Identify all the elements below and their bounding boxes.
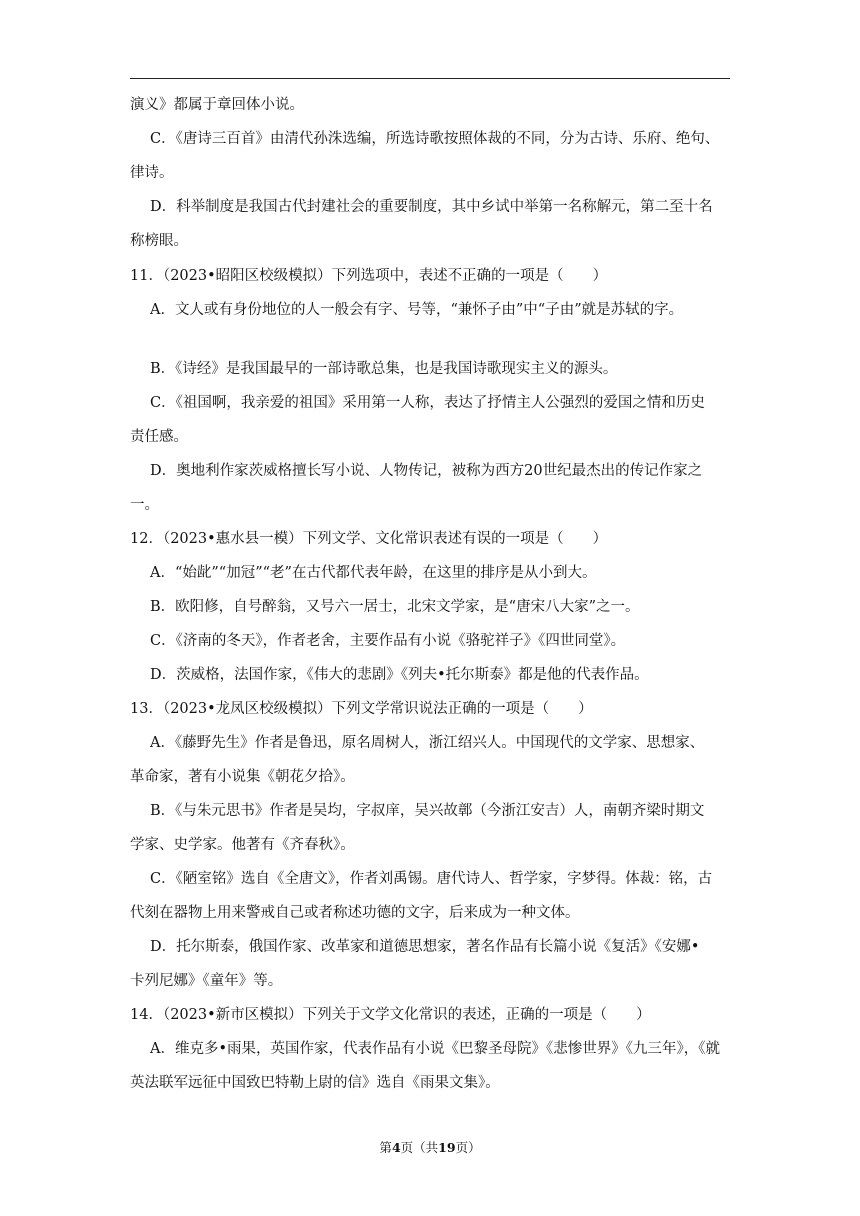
text-line: 称榜眼。 xyxy=(130,233,188,249)
answer-option: C．《祖国啊，我亲爱的祖国》采用第一人称，表达了抒情主人公强烈的爱国之情和历史 xyxy=(150,395,705,411)
text-line: 英法联军远征中国致巴特勒上尉的信》选自《雨果文集》。 xyxy=(130,1075,500,1091)
text-line: 革命家，著有小说集《朝花夕拾》。 xyxy=(130,769,355,785)
text-line: 代刻在器物上用来警戒自己或者称述功德的文字，后来成为一种文体。 xyxy=(130,905,580,921)
answer-option: C．《陋室铭》选自《全唐文》，作者刘禹锡。唐代诗人、哲学家，字梦得。体裁：铭，古 xyxy=(150,871,713,887)
question-stem: 12．（2023•惠水县一模）下列文学、文化常识表述有误的一项是（ ） xyxy=(130,531,608,547)
footer-prefix: 第 xyxy=(379,1140,392,1155)
question-stem: 13．（2023•龙凤区校级模拟）下列文学常识说法正确的一项是（ ） xyxy=(130,701,593,717)
answer-option: D．科举制度是我国古代封建社会的重要制度，其中乡试中举第一名称解元，第二至十名 xyxy=(150,199,713,215)
answer-option: C．《济南的冬天》，作者老舍，主要作品有小说《骆驼祥子》《四世同堂》。 xyxy=(150,633,626,649)
answer-option: A．《藤野先生》作者是鲁迅，原名周树人，浙江绍兴人。中国现代的文学家、思想家、 xyxy=(150,735,705,751)
text-line: 卡列尼娜》《童年》等。 xyxy=(130,973,283,989)
text-line: 学家、史学家。他著有《齐春秋》。 xyxy=(130,837,355,853)
footer-middle: 页（共 xyxy=(400,1140,439,1155)
footer-page-number: 4 xyxy=(391,1140,401,1155)
answer-option: D．托尔斯泰，俄国作家、改革家和道德思想家，著名作品有长篇小说《复活》《安娜• xyxy=(150,939,700,955)
answer-option: A．“始龀”“加冠”“老”在古代都代表年龄，在这里的排序是从小到大。 xyxy=(150,565,597,581)
text-line: 一。 xyxy=(130,497,159,513)
answer-option: B．《诗经》是我国最早的一部诗歌总集，也是我国诗歌现实主义的源头。 xyxy=(150,361,618,377)
answer-option: B．《与朱元思书》作者是吴均，字叔庠，吴兴故鄣（今浙江安吉）人，南朝齐梁时期文 xyxy=(150,803,705,819)
answer-option: B．欧阳修，自号醉翁，又号六一居士，北宋文学家，是“唐宋八大家”之一。 xyxy=(150,599,640,615)
question-stem: 11．（2023•昭阳区校级模拟）下列选项中，表述不正确的一项是（ ） xyxy=(130,268,608,284)
text-line: 律诗。 xyxy=(130,165,174,181)
answer-option: D．茨威格，法国作家，《伟大的悲剧》《列夫•托尔斯泰》都是他的代表作品。 xyxy=(150,667,649,683)
answer-option: C．《唐诗三百首》由清代孙洙选编，所选诗歌按照体裁的不同，分为古诗、乐府、绝句、 xyxy=(150,131,720,147)
header-rule xyxy=(130,78,730,79)
text-line: 演义》都属于章回体小说。 xyxy=(130,97,304,113)
question-stem: 14．（2023•新市区模拟）下列关于文学文化常识的表述，正确的一项是（ ） xyxy=(130,1007,651,1023)
answer-option: D．奥地利作家茨威格擅长写小说、人物传记，被称为西方20世纪最杰出的传记作家之 xyxy=(150,463,703,479)
text-line: 责任感。 xyxy=(130,429,188,445)
footer-total-pages: 19 xyxy=(438,1140,456,1155)
footer-suffix: 页） xyxy=(455,1140,481,1155)
page-footer xyxy=(0,1140,860,1156)
answer-option: A．维克多•雨果，英国作家，代表作品有小说《巴黎圣母院》《悲惨世界》《九三年》，《就 xyxy=(150,1041,721,1057)
answer-option: A．文人或有身份地位的人一般会有字、号等，“兼怀子由”中“子由”就是苏轼的字。 xyxy=(150,302,684,318)
